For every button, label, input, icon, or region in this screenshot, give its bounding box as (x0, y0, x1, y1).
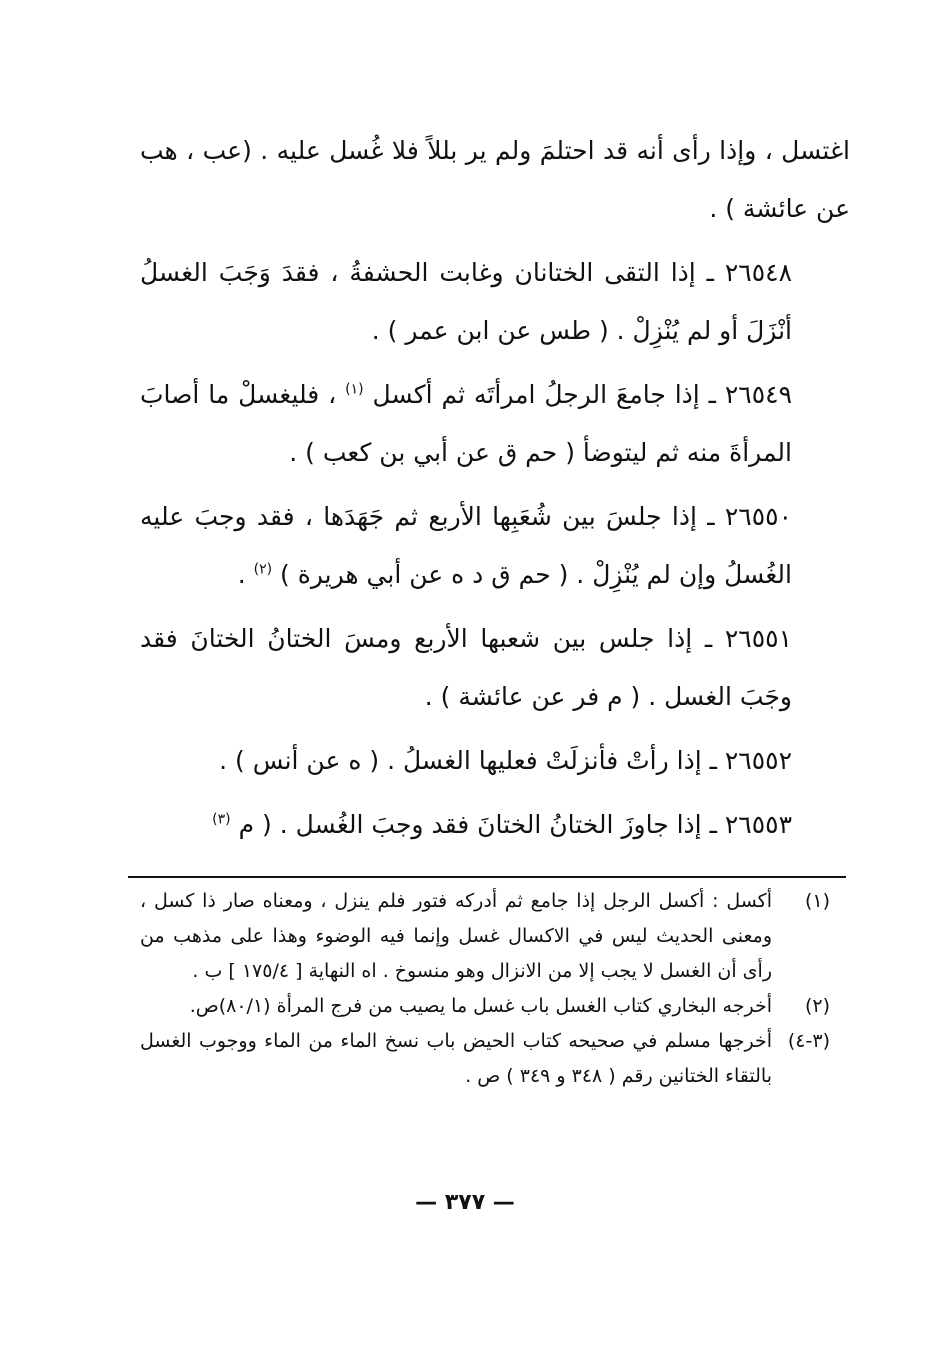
paragraph-text: ٢٦٥٤٨ ـ إذا التقى الختانان وغابت الحشفةُ ، فقدَ وَجَبَ الغسلُ أنْزَلَ أو لم يُنْزِلْ . ( طس عن ابن عمر ) . (140, 258, 792, 345)
hadith-26550 (140, 488, 850, 604)
paragraph-text: ٢٦٥٥١ ـ إذا جلس بين شعبها الأربع ومسَ الختانُ الختانَ فقد وجَبَ الغسل . ( م فر عن عائشة ) . (140, 624, 792, 711)
footnote-text: أخرجها مسلم في صحيحه كتاب الحيض باب نسخ الماء من الماء ووجوب الغسل بالتقاء الختانين رقم ( ٣٤٨ و ٣٤٩ ) ص . (140, 1030, 772, 1087)
footnote-divider (128, 876, 846, 878)
footnote-number: (١) (804, 890, 830, 912)
footnote-number: (٢) (804, 995, 830, 1017)
paragraph-text: اغتسل ، وإذا رأى أنه قد احتلمَ ولم ير بللاً فلا غُسل عليه . (عب ، هب عن عائشة ) . (140, 136, 850, 223)
main-text (140, 122, 850, 860)
hadith-26549 (140, 366, 850, 482)
paragraph-tail: ، فليغسلْ ما أصابَ المرأةَ منه ثم ليتوضأ ( حم ق عن أبي بن كعب ) . (140, 380, 792, 467)
footnote-ref: (١) (345, 381, 364, 398)
footnote-ref: (٢) (253, 561, 273, 578)
page-number: — ٣٧٧ — (415, 1190, 515, 1215)
paragraph-continuation (140, 122, 850, 238)
hadith-26551 (140, 610, 850, 726)
paragraph-text: ٢٦٥٥٢ ـ إذا رأتْ فأنزلَتْ فعليها الغسلُ . ( ه عن أنس ) . (219, 746, 792, 775)
footnote-1 (140, 884, 830, 989)
hadith-26548 (140, 244, 850, 360)
hadith-26553 (140, 796, 850, 854)
paragraph-text: ٢٦٥٤٩ ـ إذا جامعَ الرجلُ امرأتَه ثم أكسل (372, 380, 793, 409)
footnote-text: أخرجه البخاري كتاب الغسل باب غسل ما يصيب من فرج المرأة (٨٠/١)ص. (189, 995, 772, 1017)
footnotes (140, 884, 830, 1094)
footnote-3-4 (140, 1024, 830, 1094)
footnote-text: أكسل : أكسل الرجل إذا جامع ثم أدركه فتور فلم ينزل ، ومعناه صار ذا كسل ، ومعنى الحديث ليس في الاكسال غسل وإنما فيه الوضوء وهذا على مذهب من رأى أن الغسل لا يجب إلا من الانزال وهو منسوخ . اه النهاية [ ١٧٥/٤ ] ب . (140, 890, 772, 982)
hadith-26552 (140, 732, 850, 790)
paragraph-tail: . (237, 560, 246, 589)
paragraph-text: ٢٦٥٥٣ ـ إذا جاوزَ الختانُ الختانَ فقد وجبَ الغُسل . ( م (238, 810, 792, 839)
footnote-ref: (٣) (212, 811, 231, 828)
footnote-2 (140, 989, 830, 1024)
footnote-number: (٣-٤) (787, 1030, 830, 1052)
paragraph-text: ٢٦٥٥٠ ـ إذا جلسَ بين شُعَبِها الأربع ثم جَهَدَها ، فقد وجبَ عليه الغُسلُ وإن لم يُنْزِلْ . ( حم ق د ه عن أبي هريرة ) (140, 502, 792, 589)
